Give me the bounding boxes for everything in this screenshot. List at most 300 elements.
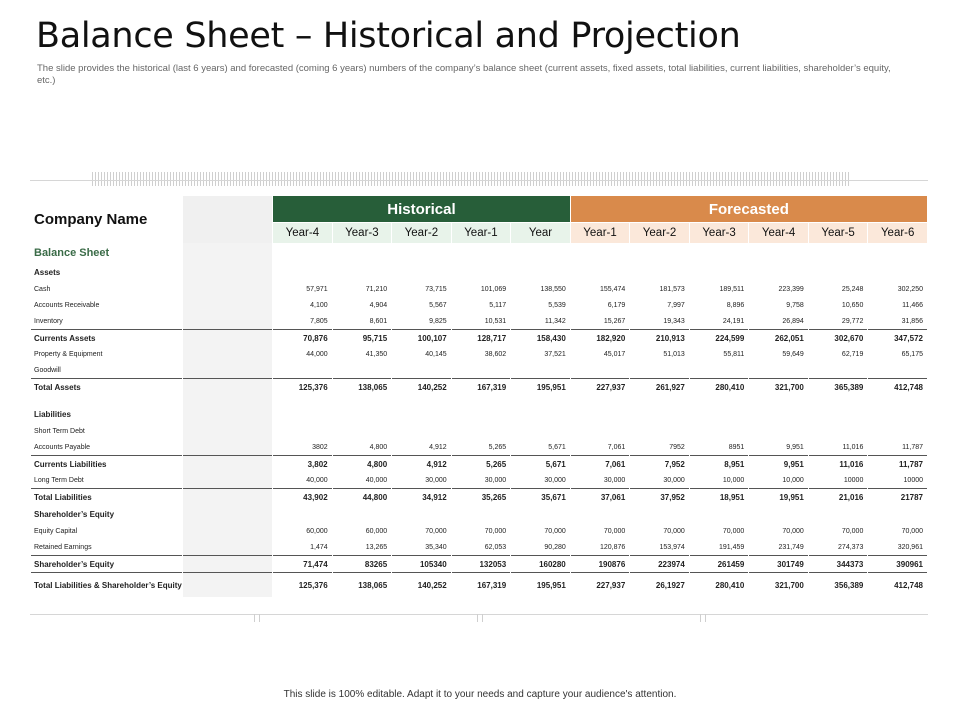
value-cell: 412,748 <box>868 378 927 395</box>
value-cell: 55,811 <box>690 346 749 362</box>
value-cell: 51,013 <box>630 346 689 362</box>
row-label: Total Assets <box>31 378 182 395</box>
spacer-cell <box>183 455 272 472</box>
value-cell: 25,248 <box>809 281 868 297</box>
value-cell: 302,250 <box>868 281 927 297</box>
value-cell <box>630 405 689 423</box>
value-cell: 70,000 <box>452 523 511 539</box>
company-name-header: Company Name <box>31 196 182 243</box>
value-cell <box>273 405 332 423</box>
value-cell <box>809 362 868 378</box>
value-cell: 11,466 <box>868 297 927 313</box>
value-cell <box>452 423 511 439</box>
value-cell <box>690 505 749 523</box>
value-cell <box>571 263 630 281</box>
table-row <box>31 362 927 378</box>
value-cell <box>273 395 332 405</box>
value-cell: 38,602 <box>452 346 511 362</box>
section-fill <box>273 243 927 263</box>
spacer-cell <box>183 243 272 263</box>
table-row <box>31 346 927 362</box>
value-cell <box>571 362 630 378</box>
value-cell <box>868 395 927 405</box>
year-header-historical: Year-1 <box>452 223 511 243</box>
value-cell: 390961 <box>868 555 927 572</box>
value-cell: 8,896 <box>690 297 749 313</box>
value-cell: 26,894 <box>749 313 808 329</box>
value-cell <box>511 423 570 439</box>
year-header-forecasted: Year-6 <box>868 223 927 243</box>
year-header-forecasted: Year-3 <box>690 223 749 243</box>
value-cell: 160280 <box>511 555 570 572</box>
value-cell: 9,758 <box>749 297 808 313</box>
value-cell: 44,000 <box>273 346 332 362</box>
section-row <box>31 243 927 263</box>
table-row <box>31 281 927 297</box>
table-row <box>31 423 927 439</box>
value-cell: 5,117 <box>452 297 511 313</box>
value-cell: 128,717 <box>452 329 511 346</box>
value-cell: 70,000 <box>392 523 451 539</box>
value-cell: 138,065 <box>333 572 392 597</box>
value-cell: 5,265 <box>452 455 511 472</box>
value-cell: 65,175 <box>868 346 927 362</box>
value-cell <box>630 263 689 281</box>
value-cell: 120,876 <box>571 539 630 555</box>
year-header-forecasted: Year-2 <box>630 223 689 243</box>
table-row <box>31 439 927 455</box>
value-cell: 262,051 <box>749 329 808 346</box>
row-label: Accounts Payable <box>31 439 182 455</box>
table-row <box>31 523 927 539</box>
value-cell: 321,700 <box>749 378 808 395</box>
value-cell <box>511 395 570 405</box>
spacer-cell <box>183 281 272 297</box>
forecasted-header: Forecasted <box>571 196 927 223</box>
value-cell <box>452 405 511 423</box>
value-cell <box>690 423 749 439</box>
section-label-balance-sheet: Balance Sheet <box>34 247 110 259</box>
value-cell <box>452 505 511 523</box>
value-cell <box>749 395 808 405</box>
value-cell: 7,061 <box>571 439 630 455</box>
value-cell: 227,937 <box>571 572 630 597</box>
value-cell <box>630 505 689 523</box>
value-cell: 40,145 <box>392 346 451 362</box>
value-cell: 62,719 <box>809 346 868 362</box>
row-label: Currents Assets <box>31 329 182 346</box>
value-cell <box>868 423 927 439</box>
value-cell: 40,000 <box>273 472 332 488</box>
value-cell: 30,000 <box>452 472 511 488</box>
spacer-cell <box>183 423 272 439</box>
value-cell: 15,267 <box>571 313 630 329</box>
value-cell <box>749 362 808 378</box>
value-cell: 155,474 <box>571 281 630 297</box>
value-cell: 31,856 <box>868 313 927 329</box>
table-row <box>31 297 927 313</box>
value-cell <box>630 362 689 378</box>
value-cell: 71,474 <box>273 555 332 572</box>
row-label <box>31 395 182 405</box>
year-header-forecasted: Year-5 <box>809 223 868 243</box>
value-cell: 10,000 <box>690 472 749 488</box>
value-cell: 280,410 <box>690 572 749 597</box>
row-label: Total Liabilities <box>31 488 182 505</box>
spacer-cell <box>183 297 272 313</box>
value-cell: 70,876 <box>273 329 332 346</box>
value-cell <box>333 395 392 405</box>
row-label: Property & Equipment <box>31 346 182 362</box>
value-cell <box>333 405 392 423</box>
year-header-historical: Year-4 <box>273 223 332 243</box>
value-cell: 4,100 <box>273 297 332 313</box>
blank-header-cell <box>183 196 272 243</box>
bottom-tick-middle <box>477 614 483 622</box>
table-row <box>31 329 927 346</box>
value-cell: 3802 <box>273 439 332 455</box>
value-cell: 301749 <box>749 555 808 572</box>
spacer-cell <box>183 523 272 539</box>
value-cell <box>273 423 332 439</box>
page-subtitle: The slide provides the historical (last 6 years) and forecasted (coming 6 years) numbers of the company’s balance sheet (current assets, fixed assets, total liabilities, current liabilities, shareholder’s equity, etc.) <box>37 63 891 86</box>
value-cell: 153,974 <box>630 539 689 555</box>
row-label: Cash <box>31 281 182 297</box>
value-cell: 5,671 <box>511 439 570 455</box>
value-cell: 37,061 <box>571 488 630 505</box>
spacer-cell <box>183 362 272 378</box>
year-header-historical: Year <box>511 223 570 243</box>
value-cell: 26,1927 <box>630 572 689 597</box>
row-label: Liabilities <box>31 405 182 423</box>
value-cell <box>749 405 808 423</box>
spacer-cell <box>183 395 272 405</box>
value-cell: 365,389 <box>809 378 868 395</box>
spacer-cell <box>183 346 272 362</box>
balance-sheet-table <box>30 196 928 597</box>
value-cell: 7,805 <box>273 313 332 329</box>
value-cell: 189,511 <box>690 281 749 297</box>
bottom-tick-left <box>254 614 260 622</box>
value-cell <box>392 405 451 423</box>
value-cell: 1,474 <box>273 539 332 555</box>
value-cell: 181,573 <box>630 281 689 297</box>
value-cell <box>809 395 868 405</box>
value-cell: 7,952 <box>630 455 689 472</box>
table-row <box>31 488 927 505</box>
value-cell <box>630 423 689 439</box>
value-cell <box>511 405 570 423</box>
value-cell: 100,107 <box>392 329 451 346</box>
value-cell: 10,650 <box>809 297 868 313</box>
value-cell: 321,700 <box>749 572 808 597</box>
footer-note: This slide is 100% editable. Adapt it to your needs and capture your audience's attention. <box>283 689 677 700</box>
value-cell: 41,350 <box>333 346 392 362</box>
value-cell: 302,670 <box>809 329 868 346</box>
table-row <box>31 263 927 281</box>
value-cell: 11,342 <box>511 313 570 329</box>
spacer-cell <box>183 378 272 395</box>
value-cell: 35,671 <box>511 488 570 505</box>
value-cell: 167,319 <box>452 572 511 597</box>
value-cell: 11,787 <box>868 455 927 472</box>
spacer-cell <box>183 313 272 329</box>
value-cell <box>868 362 927 378</box>
value-cell: 101,069 <box>452 281 511 297</box>
value-cell <box>392 505 451 523</box>
value-cell <box>273 362 332 378</box>
value-cell: 90,280 <box>511 539 570 555</box>
value-cell: 195,951 <box>511 572 570 597</box>
top-divider <box>30 180 928 181</box>
value-cell: 21,016 <box>809 488 868 505</box>
row-label: Accounts Receivable <box>31 297 182 313</box>
value-cell <box>749 263 808 281</box>
value-cell: 70,000 <box>868 523 927 539</box>
value-cell <box>630 395 689 405</box>
value-cell: 140,252 <box>392 378 451 395</box>
year-header-historical: Year-2 <box>392 223 451 243</box>
value-cell: 5,265 <box>452 439 511 455</box>
value-cell: 60,000 <box>333 523 392 539</box>
value-cell: 70,000 <box>511 523 570 539</box>
spacer-cell <box>183 405 272 423</box>
spacer-cell <box>183 555 272 572</box>
value-cell: 105340 <box>392 555 451 572</box>
value-cell: 4,912 <box>392 455 451 472</box>
row-label: Shareholder’s Equity <box>31 505 182 523</box>
spacer-cell <box>183 539 272 555</box>
table-row <box>31 378 927 395</box>
row-label: Inventory <box>31 313 182 329</box>
value-cell <box>749 423 808 439</box>
value-cell: 24,191 <box>690 313 749 329</box>
value-cell: 73,715 <box>392 281 451 297</box>
spacer-cell <box>183 329 272 346</box>
value-cell: 30,000 <box>511 472 570 488</box>
value-cell: 18,951 <box>690 488 749 505</box>
value-cell <box>452 395 511 405</box>
value-cell: 70,000 <box>749 523 808 539</box>
value-cell: 95,715 <box>333 329 392 346</box>
value-cell <box>868 505 927 523</box>
value-cell: 19,951 <box>749 488 808 505</box>
value-cell: 60,000 <box>273 523 332 539</box>
value-cell: 8,601 <box>333 313 392 329</box>
row-label: Short Term Debt <box>31 423 182 439</box>
value-cell: 9,951 <box>749 455 808 472</box>
value-cell <box>690 362 749 378</box>
row-label: Total Liabilities & Shareholder’s Equity <box>31 572 182 597</box>
value-cell: 83265 <box>333 555 392 572</box>
value-cell: 9,951 <box>749 439 808 455</box>
value-cell <box>571 395 630 405</box>
value-cell: 7,061 <box>571 455 630 472</box>
spacer-cell <box>183 505 272 523</box>
value-cell: 138,550 <box>511 281 570 297</box>
row-label: Long Term Debt <box>31 472 182 488</box>
value-cell <box>511 505 570 523</box>
value-cell <box>690 405 749 423</box>
row-label: Retained Earnings <box>31 539 182 555</box>
value-cell: 182,920 <box>571 329 630 346</box>
value-cell: 4,800 <box>333 455 392 472</box>
historical-header: Historical <box>273 196 570 223</box>
value-cell: 158,430 <box>511 329 570 346</box>
value-cell: 19,343 <box>630 313 689 329</box>
table-row <box>31 455 927 472</box>
value-cell <box>452 263 511 281</box>
value-cell <box>273 505 332 523</box>
value-cell: 29,772 <box>809 313 868 329</box>
spacer-cell <box>183 263 272 281</box>
decorative-hatch-bar <box>92 172 850 186</box>
spacer-cell <box>183 439 272 455</box>
table-row <box>31 313 927 329</box>
spacer-cell <box>183 488 272 505</box>
value-cell <box>571 505 630 523</box>
year-header-forecasted: Year-4 <box>749 223 808 243</box>
value-cell: 6,179 <box>571 297 630 313</box>
table-row <box>31 472 927 488</box>
value-cell: 227,937 <box>571 378 630 395</box>
value-cell: 4,904 <box>333 297 392 313</box>
bottom-tick-right <box>700 614 706 622</box>
value-cell: 10,000 <box>749 472 808 488</box>
value-cell <box>809 423 868 439</box>
table-row <box>31 572 927 597</box>
value-cell: 412,748 <box>868 572 927 597</box>
value-cell <box>392 395 451 405</box>
value-cell: 132053 <box>452 555 511 572</box>
row-label: Assets <box>31 263 182 281</box>
value-cell: 35,340 <box>392 539 451 555</box>
value-cell <box>392 423 451 439</box>
value-cell: 5,567 <box>392 297 451 313</box>
value-cell <box>333 423 392 439</box>
page-title: Balance Sheet – Historical and Projection <box>36 16 741 56</box>
value-cell: 30,000 <box>630 472 689 488</box>
value-cell <box>868 405 927 423</box>
year-header-forecasted: Year-1 <box>571 223 630 243</box>
table-row <box>31 555 927 572</box>
value-cell: 43,902 <box>273 488 332 505</box>
spacer-cell <box>183 472 272 488</box>
value-cell: 4,800 <box>333 439 392 455</box>
value-cell: 59,649 <box>749 346 808 362</box>
value-cell: 8,951 <box>690 455 749 472</box>
value-cell: 10000 <box>809 472 868 488</box>
value-cell <box>690 263 749 281</box>
row-label: Currents Liabilities <box>31 455 182 472</box>
value-cell: 7952 <box>630 439 689 455</box>
value-cell <box>392 263 451 281</box>
value-cell: 30,000 <box>392 472 451 488</box>
value-cell <box>809 405 868 423</box>
value-cell: 11,016 <box>809 439 868 455</box>
value-cell <box>749 505 808 523</box>
value-cell: 125,376 <box>273 378 332 395</box>
value-cell: 261,927 <box>630 378 689 395</box>
row-label: Shareholder’s Equity <box>31 555 182 572</box>
spacer-row <box>31 395 927 405</box>
value-cell: 70,000 <box>690 523 749 539</box>
value-cell: 320,961 <box>868 539 927 555</box>
value-cell: 71,210 <box>333 281 392 297</box>
value-cell <box>571 405 630 423</box>
value-cell: 223,399 <box>749 281 808 297</box>
value-cell: 11,016 <box>809 455 868 472</box>
value-cell: 5,671 <box>511 455 570 472</box>
value-cell <box>809 263 868 281</box>
value-cell: 70,000 <box>571 523 630 539</box>
value-cell: 45,017 <box>571 346 630 362</box>
value-cell <box>452 362 511 378</box>
value-cell: 40,000 <box>333 472 392 488</box>
value-cell: 344373 <box>809 555 868 572</box>
value-cell <box>511 263 570 281</box>
value-cell: 231,749 <box>749 539 808 555</box>
value-cell: 138,065 <box>333 378 392 395</box>
value-cell <box>690 395 749 405</box>
value-cell: 3,802 <box>273 455 332 472</box>
value-cell: 57,971 <box>273 281 332 297</box>
value-cell <box>809 505 868 523</box>
value-cell: 30,000 <box>571 472 630 488</box>
value-cell: 70,000 <box>630 523 689 539</box>
value-cell: 140,252 <box>392 572 451 597</box>
value-cell: 125,376 <box>273 572 332 597</box>
value-cell: 7,997 <box>630 297 689 313</box>
value-cell: 11,787 <box>868 439 927 455</box>
value-cell: 167,319 <box>452 378 511 395</box>
value-cell: 44,800 <box>333 488 392 505</box>
value-cell <box>333 263 392 281</box>
value-cell: 261459 <box>690 555 749 572</box>
table-row <box>31 405 927 423</box>
value-cell: 210,913 <box>630 329 689 346</box>
value-cell: 35,265 <box>452 488 511 505</box>
value-cell: 37,952 <box>630 488 689 505</box>
table-row <box>31 505 927 523</box>
value-cell: 347,572 <box>868 329 927 346</box>
year-header-historical: Year-3 <box>333 223 392 243</box>
value-cell: 62,053 <box>452 539 511 555</box>
value-cell: 195,951 <box>511 378 570 395</box>
value-cell: 191,459 <box>690 539 749 555</box>
value-cell: 4,912 <box>392 439 451 455</box>
row-label: Goodwill <box>31 362 182 378</box>
value-cell: 10000 <box>868 472 927 488</box>
value-cell: 224,599 <box>690 329 749 346</box>
value-cell <box>571 423 630 439</box>
value-cell: 21787 <box>868 488 927 505</box>
value-cell: 10,531 <box>452 313 511 329</box>
value-cell <box>333 505 392 523</box>
value-cell: 34,912 <box>392 488 451 505</box>
value-cell: 37,521 <box>511 346 570 362</box>
value-cell: 70,000 <box>809 523 868 539</box>
value-cell <box>333 362 392 378</box>
table-row <box>31 539 927 555</box>
value-cell: 190876 <box>571 555 630 572</box>
value-cell: 9,825 <box>392 313 451 329</box>
value-cell <box>273 263 332 281</box>
value-cell: 5,539 <box>511 297 570 313</box>
value-cell: 223974 <box>630 555 689 572</box>
value-cell: 280,410 <box>690 378 749 395</box>
value-cell: 8951 <box>690 439 749 455</box>
